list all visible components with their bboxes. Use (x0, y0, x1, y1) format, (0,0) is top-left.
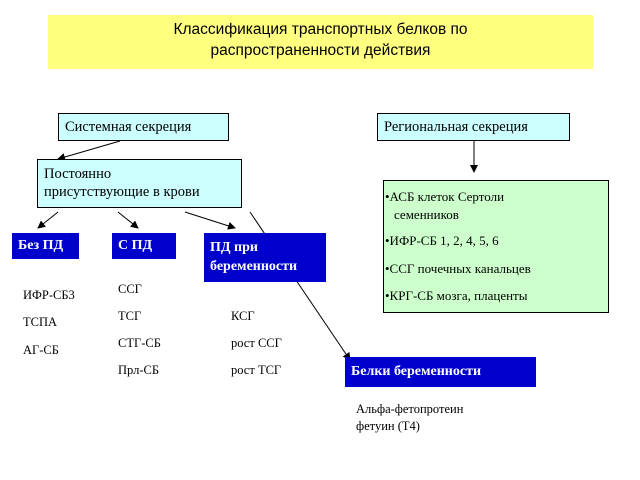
pregnancy-pd-line-1: ПД при (210, 240, 258, 255)
systemic-secretion-box (58, 113, 229, 141)
arrow-constant-to-with-pd (118, 212, 138, 228)
regional-list-box (383, 180, 609, 313)
regional-list-item: •АСБ клеток Сертоли (385, 189, 505, 204)
constant-line-1: Постоянно (44, 166, 112, 182)
arrow-systemic-to-constant (58, 141, 120, 159)
pregnancy-pd-item: рост ССГ (231, 336, 282, 350)
regional-list-item: •ИФР-СБ 1, 2, 4, 5, 6 (385, 233, 499, 248)
regional-list-item: •ССГ почечных канальцев (385, 261, 531, 276)
systemic-secretion-label: Системная секреция (65, 119, 192, 135)
with-pd-item: Прл-СБ (118, 363, 160, 377)
with-pd-item: СТГ-СБ (118, 336, 161, 350)
no-pd-label: Без ПД (18, 238, 64, 253)
title-line-1: Классификация транспортных белков по (173, 21, 468, 38)
regional-list-item: семенников (394, 207, 459, 222)
arrow-constant-to-no-pd (38, 212, 58, 228)
with-pd-box (112, 233, 176, 259)
no-pd-box (12, 233, 79, 259)
regional-secretion-label: Региональная секреция (384, 119, 528, 135)
no-pd-item: ТСПА (23, 315, 58, 329)
with-pd-item: ССГ (118, 282, 142, 296)
arrow-constant-to-pregnancy-pd (185, 212, 235, 228)
with-pd-label: С ПД (118, 238, 153, 253)
pregnancy-proteins-item: фетуин (Т4) (356, 419, 420, 433)
with-pd-item: ТСГ (118, 309, 142, 323)
pregnancy-proteins-item: Альфа-фетопротеин (356, 402, 464, 416)
constant-line-2: присутствующие в крови (44, 184, 200, 200)
pregnancy-proteins-box (345, 357, 536, 387)
pregnancy-pd-item: КСГ (231, 309, 255, 323)
regional-list-item: •КРГ-СБ мозга, плаценты (385, 288, 528, 303)
pregnancy-proteins-label: Белки беременности (351, 364, 482, 379)
no-pd-item: АГ-СБ (23, 343, 59, 357)
pregnancy-pd-box (204, 233, 326, 282)
regional-secretion-box (377, 113, 570, 141)
pregnancy-pd-item: рост ТСГ (231, 363, 282, 377)
title-line-2: распространенности действия (210, 42, 431, 59)
no-pd-item: ИФР-СБ3 (23, 288, 75, 302)
constant-in-blood-box (37, 159, 242, 208)
pregnancy-pd-line-2: беременности (210, 259, 298, 274)
